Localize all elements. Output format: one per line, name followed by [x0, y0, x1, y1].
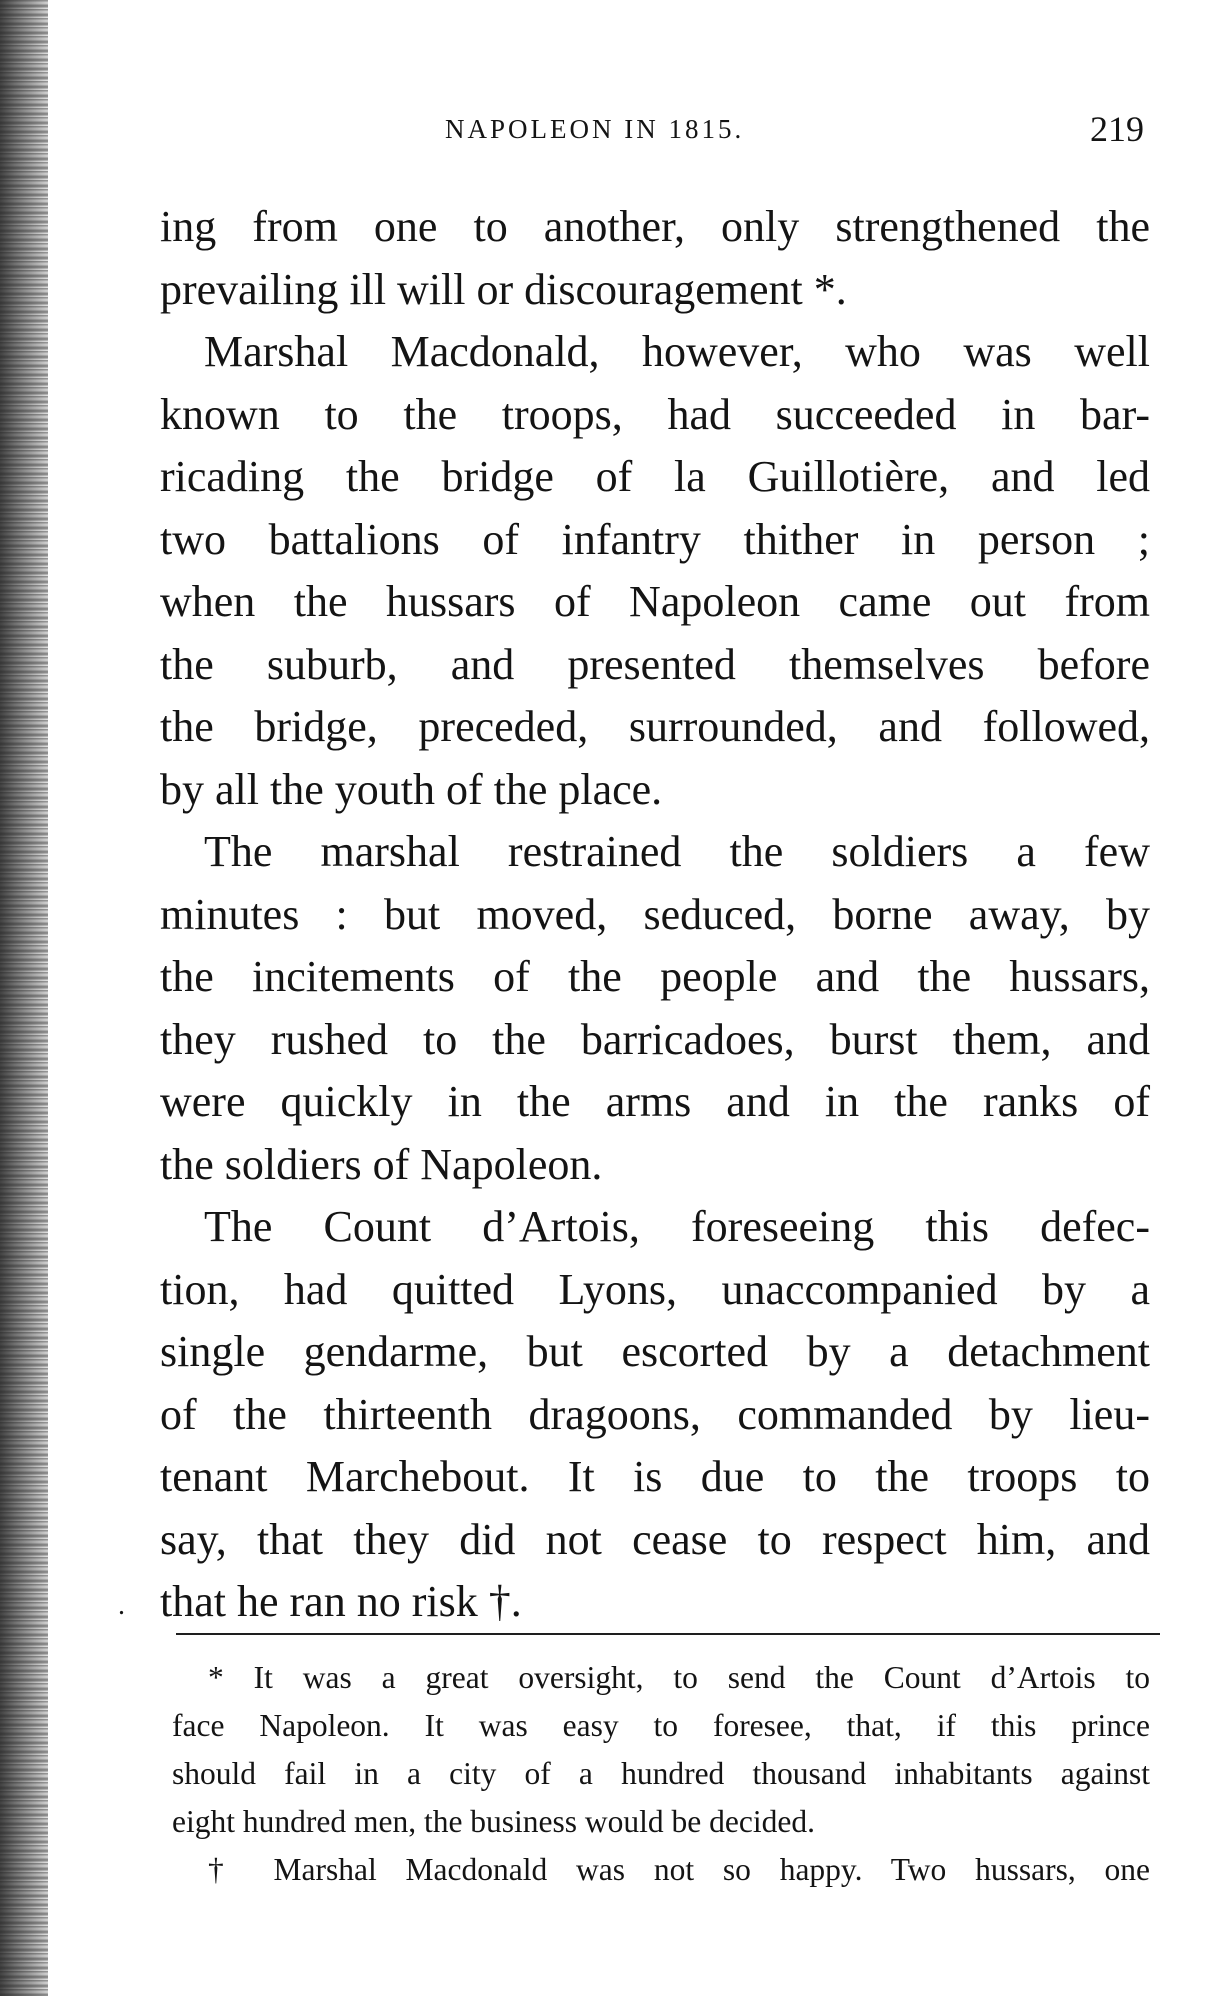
body-line: the bridge, preceded, surrounded, and followed,	[160, 702, 1150, 751]
stray-mark: .	[118, 1590, 125, 1621]
footnote-line: should fail in a city of a hundred thousand inhabitants against	[172, 1756, 1150, 1791]
body-line: they rushed to the barricadoes, burst them, and	[160, 1014, 1150, 1064]
page-header	[160, 108, 1150, 152]
body-line: two battalions of infantry thither in person ;	[160, 514, 1150, 564]
body-line: of the thirteenth dragoons, commanded by lieu-	[160, 1389, 1150, 1439]
body-line: known to the troops, had succeeded in bar-	[160, 389, 1150, 439]
body-line: ricading the bridge of la Guillotière, and led	[160, 452, 1150, 501]
body-line: the incitements of the people and the hussars,	[160, 952, 1150, 1001]
body-line: tenant Marchebout. It is due to the troops to	[160, 1452, 1150, 1501]
running-title: NAPOLEON IN 1815.	[445, 114, 745, 144]
body-line: The Count d’Artois, foreseeing this defec-	[204, 1202, 1150, 1251]
body-text	[160, 196, 1150, 1634]
body-line: by all the youth of the place.	[160, 764, 663, 814]
body-line: single gendarme, but escorted by a detachment	[160, 1327, 1150, 1376]
footnote-line: eight hundred men, the business would be decided.	[172, 1804, 815, 1839]
page-binding-edge	[0, 0, 48, 1996]
footnote-line: * It was a great oversight, to send the Count d’Artois to	[208, 1660, 1150, 1695]
footnote-divider	[176, 1633, 1160, 1635]
page-number: 219	[1090, 109, 1144, 149]
body-line: prevailing ill will or discouragement *.	[160, 264, 847, 314]
body-line: when the hussars of Napoleon came out from	[160, 577, 1150, 626]
body-line: The marshal restrained the soldiers a few	[204, 827, 1150, 876]
body-line: ing from one to another, only strengthened the	[160, 202, 1150, 251]
body-line: the suburb, and presented themselves before	[160, 639, 1150, 689]
footnote-line: face Napoleon. It was easy to foresee, that, if this prince	[172, 1708, 1150, 1743]
body-line: Marshal Macdonald, however, who was well	[204, 327, 1150, 376]
body-line: the soldiers of Napoleon.	[160, 1139, 603, 1189]
body-line: minutes : but moved, seduced, borne away, by	[160, 889, 1150, 939]
footnote-line: † Marshal Macdonald was not so happy. Two hussars, one	[208, 1852, 1150, 1887]
body-line: tion, had quitted Lyons, unaccompanied by a	[160, 1264, 1150, 1314]
footnotes	[172, 1654, 1150, 1894]
body-line: say, that they did not cease to respect him, and	[160, 1514, 1150, 1564]
body-line: were quickly in the arms and in the ranks of	[160, 1077, 1150, 1126]
body-line: that he ran no risk †.	[160, 1577, 522, 1626]
